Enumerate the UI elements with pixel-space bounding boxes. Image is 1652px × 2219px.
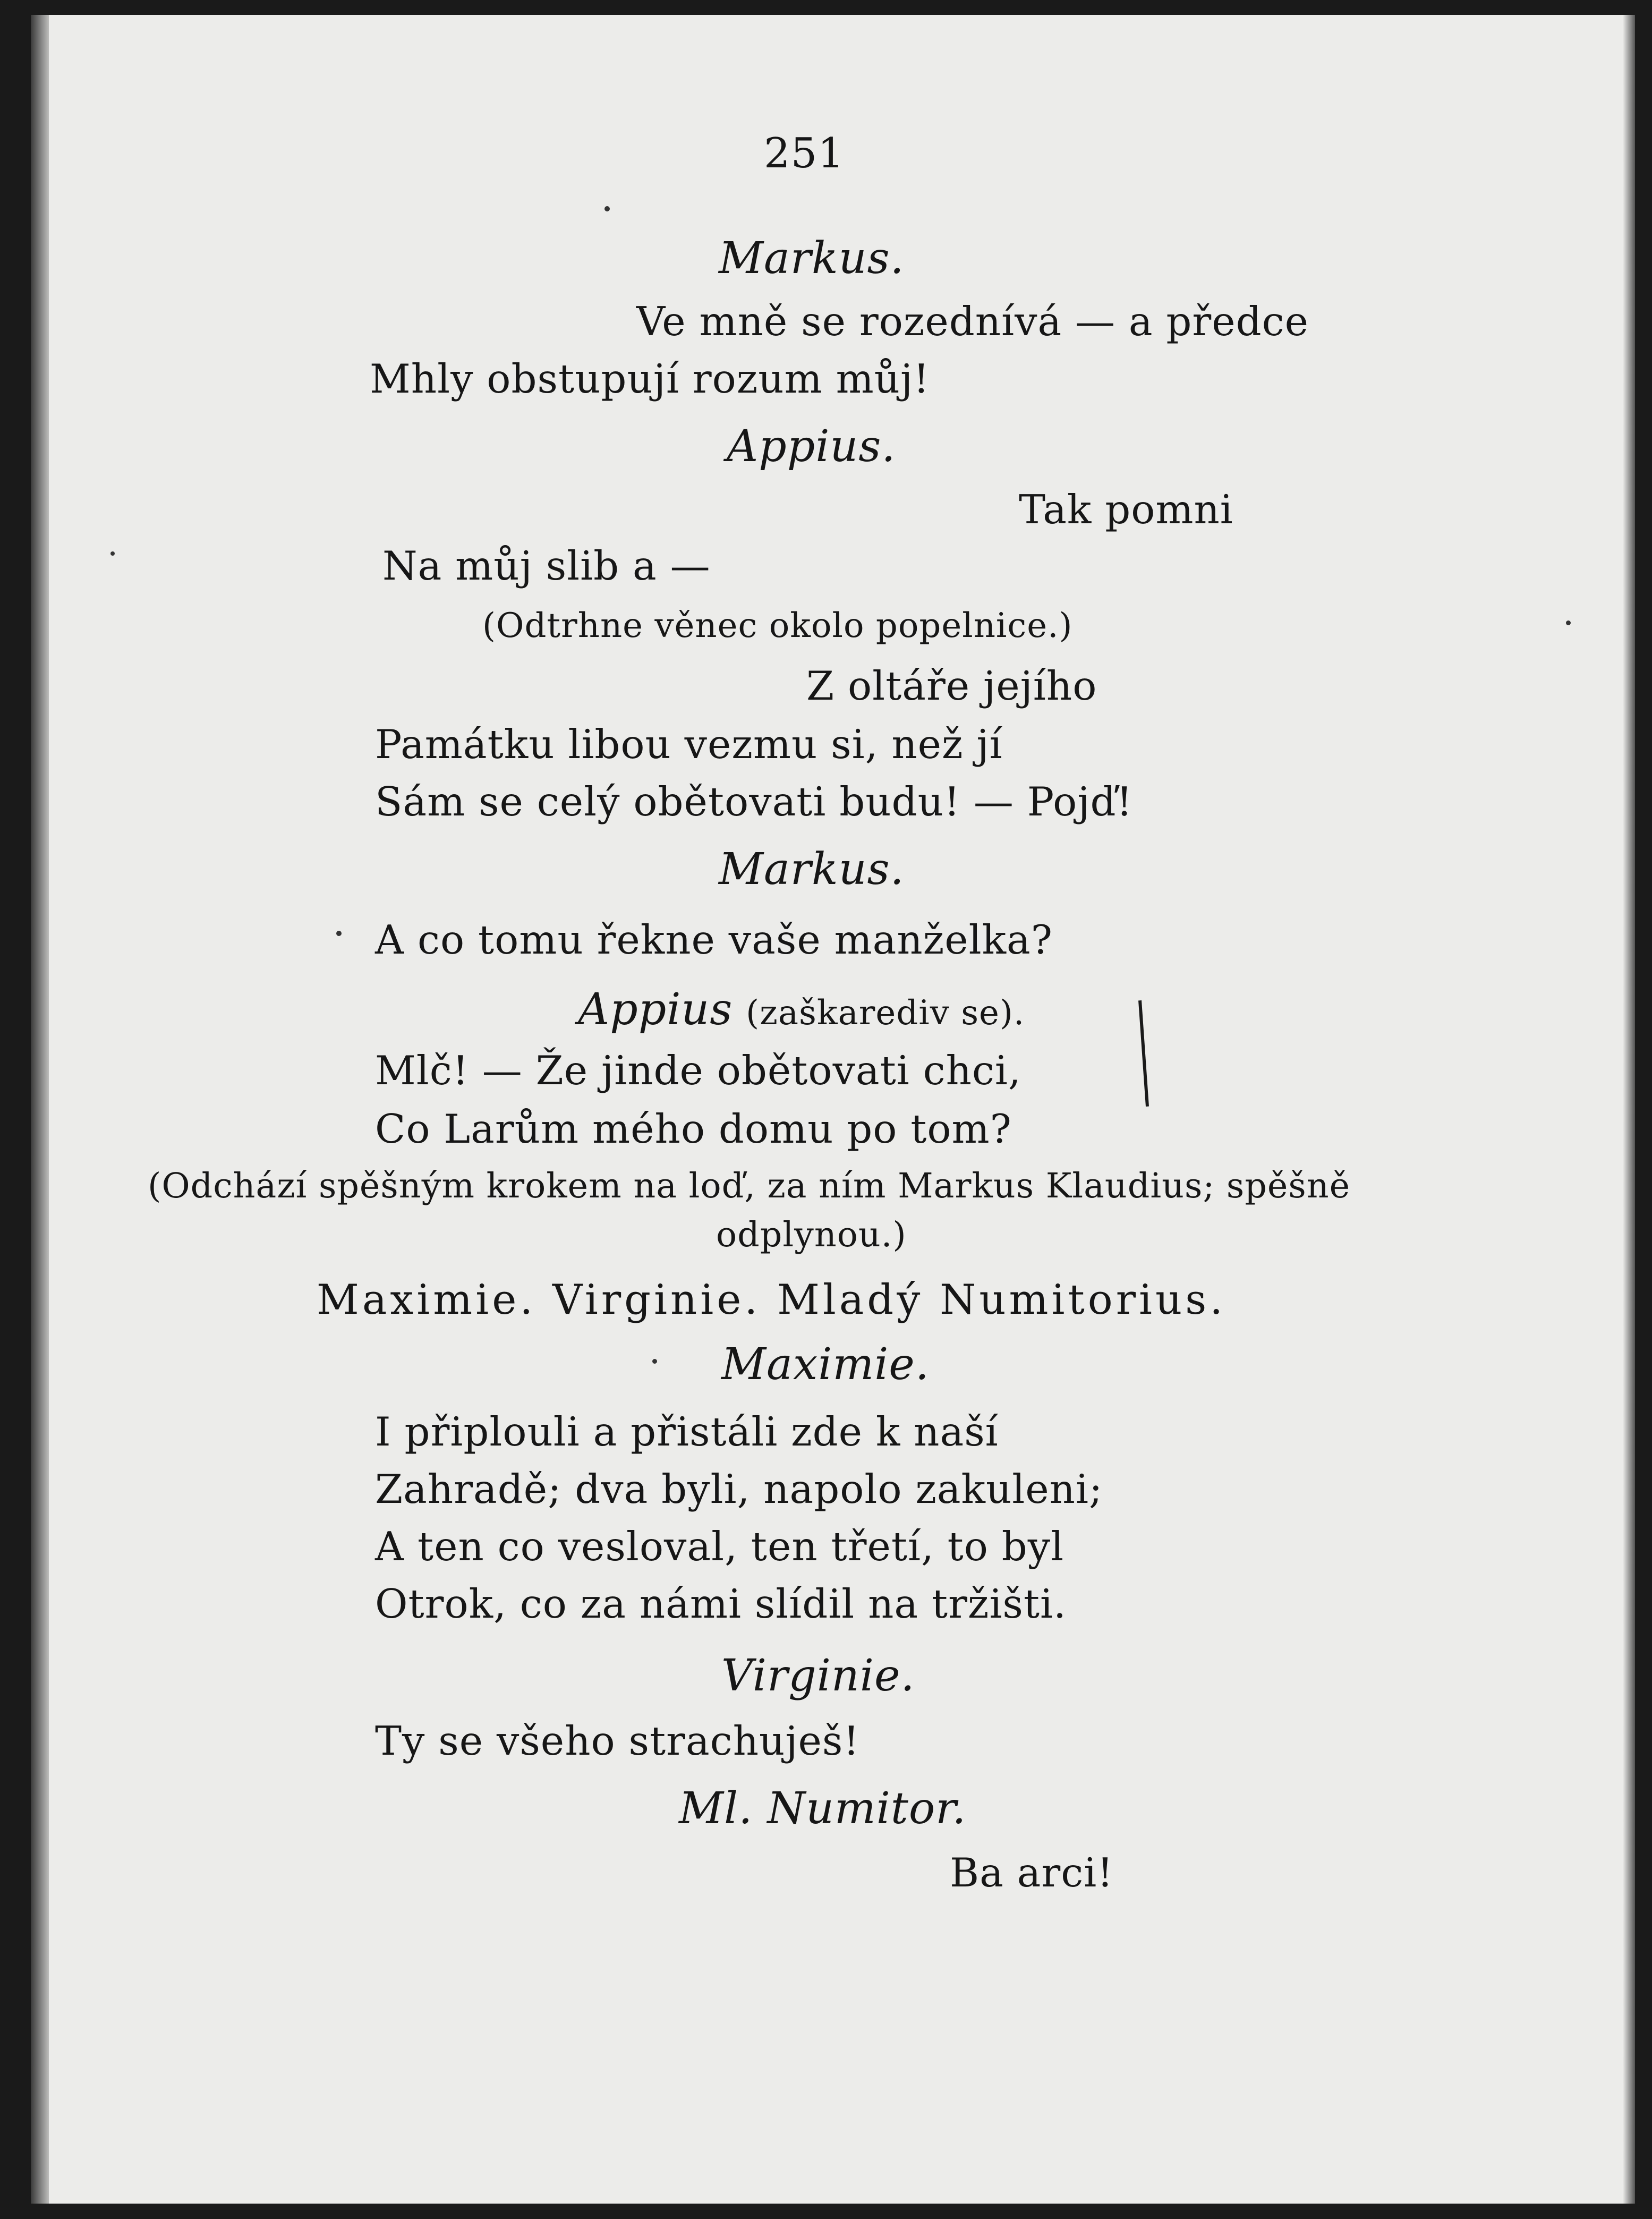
paper-speck [336,931,342,936]
verse-line: Mlč! — Že jinde obětovati chci, [375,1047,1021,1094]
verse-line: Tak pomni [1019,486,1233,533]
book-page [31,15,1635,2204]
speaker-markus: Markus. [719,233,905,284]
bracket-mark [1138,1000,1149,1107]
speaker-with-direction [578,984,1025,1035]
verse-line: A ten co vesloval, ten třetí, to byl [375,1523,1065,1570]
page-spine-shadow [31,15,49,2204]
paper-speck [110,551,115,556]
paper-speck [604,206,610,211]
verse-line: Ty se všeho strachuješ! [375,1718,860,1764]
stage-direction: odplynou.) [716,1215,907,1255]
verse-line: Co Larům mého domu po tom? [375,1106,1012,1152]
verse-line: Otrok, co za námi slídil na tržišti. [375,1580,1067,1627]
paper-speck [1566,620,1571,625]
stage-direction: (Odtrhne věnec okolo popelnice.) [482,606,1073,645]
speaker-ml-numitor: Ml. Numitor. [679,1783,967,1834]
verse-line: Ba arci! [950,1849,1114,1896]
stage-direction: (zaškarediv se). [746,993,1025,1033]
paper-speck [652,1359,657,1364]
scene-cast-list: Maximie. Virginie. Mladý Numitorius. [317,1276,1227,1324]
verse-line: A co tomu řekne vaše manželka? [375,916,1053,963]
verse-line: Ve mně se rozednívá — a předce [636,298,1309,345]
verse-line: Památku libou vezmu si, než jí [375,721,1003,768]
verse-line: Na můj slib a — [382,542,711,589]
verse-line: Z oltáře jejího [806,662,1097,709]
speaker-appius: Appius. [727,421,896,472]
page-edge-shadow [1623,15,1635,2204]
speaker-appius: Appius [578,984,733,1035]
page-number: 251 [764,130,845,177]
stage-direction: (Odchází spěšným krokem na loď, za ním Markus Klaudius; spěšně [148,1166,1351,1206]
verse-line: Zahradě; dva byli, napolo zakuleni; [375,1466,1103,1512]
verse-line: Mhly obstupují rozum můj! [370,355,930,402]
verse-line: Sám se celý obětovati budu! — Pojď! [375,778,1133,825]
speaker-markus: Markus. [719,844,905,895]
speaker-virginie: Virginie. [721,1651,915,1701]
verse-line: I připlouli a přistáli zde k naší [375,1408,999,1455]
speaker-maximie: Maximie. [721,1339,930,1390]
